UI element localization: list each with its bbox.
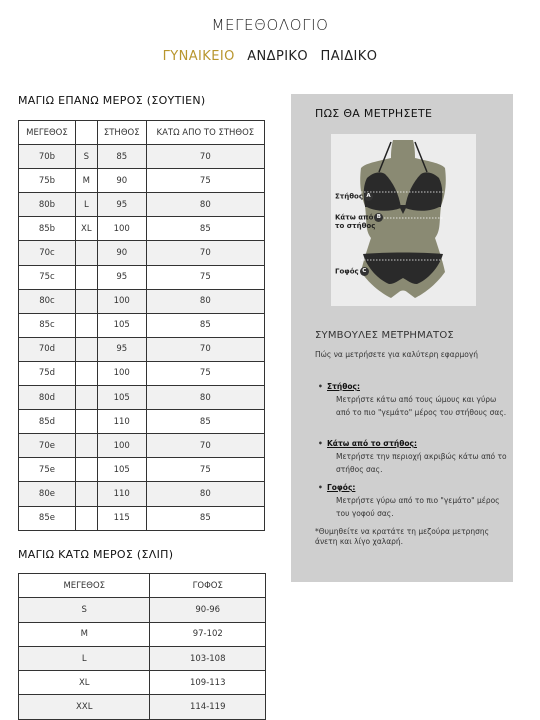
table-row	[19, 598, 266, 622]
bra-cell: 70	[146, 434, 264, 458]
table-row	[19, 695, 266, 719]
underbust-label: Κάτω από B το στήθος	[335, 213, 383, 230]
bra-cell: 70b	[19, 145, 76, 169]
bra-cell: 70e	[19, 434, 76, 458]
brief-header-cell: ΜΕΓΕΘΟΣ	[19, 574, 150, 598]
bra-cell: S	[75, 145, 97, 169]
bra-cell: 85c	[19, 313, 76, 337]
tip-underbust-head: Κάτω από το στήθος:	[327, 439, 417, 448]
bra-cell: 105	[97, 458, 146, 482]
brief-cell: XXL	[19, 695, 150, 719]
bra-cell: 80d	[19, 386, 76, 410]
marker-a: A	[364, 192, 373, 201]
bra-cell: 85	[146, 217, 264, 241]
brief-cell: L	[19, 646, 150, 670]
tip-hip-body: Μετρήστε γύρω από το πιο "γεμάτο" μέρος του γοφού σας.	[336, 496, 500, 518]
bra-cell: 80	[146, 289, 264, 313]
bra-cell	[75, 313, 97, 337]
table-row	[19, 169, 265, 193]
table-row	[19, 361, 265, 385]
table-row	[19, 289, 265, 313]
bra-header-cell: ΣΤΗΘΟΣ	[97, 121, 146, 145]
bra-cell: 75d	[19, 361, 76, 385]
bra-size-table	[18, 120, 265, 531]
tab-men[interactable]: ΑΝΔΡΙΚΟ	[247, 49, 308, 64]
measure-panel-title: ΠΩΣ ΘΑ ΜΕΤΡΗΣΕΤΕ	[315, 107, 433, 120]
table-row	[19, 506, 265, 530]
brief-section-title: ΜΑΓΙΩ ΚΑΤΩ ΜΕΡΟΣ (ΣΛΙΠ)	[18, 548, 174, 561]
bra-cell: M	[75, 169, 97, 193]
bra-cell	[75, 434, 97, 458]
measure-panel	[291, 94, 513, 582]
table-row	[19, 410, 265, 434]
bra-cell: 70d	[19, 337, 76, 361]
brief-cell: 103-108	[150, 646, 266, 670]
table-row	[19, 646, 266, 670]
tip-hip: • Γοφός: Μετρήστε γύρω από το πιο "γεμάτο" μέρος του γοφού σας.	[327, 481, 507, 520]
tip-bust-head: Στήθος:	[327, 382, 360, 391]
bra-cell: 105	[97, 313, 146, 337]
bra-cell: 105	[97, 386, 146, 410]
bra-cell: 110	[97, 410, 146, 434]
brief-cell: 97-102	[150, 622, 266, 646]
table-row	[19, 145, 265, 169]
bra-cell: 85	[146, 410, 264, 434]
bra-header-cell	[75, 121, 97, 145]
bra-cell	[75, 337, 97, 361]
marker-c: C	[360, 267, 369, 276]
bra-cell: 70	[146, 241, 264, 265]
table-row	[19, 337, 265, 361]
bra-cell: 70	[146, 337, 264, 361]
bra-cell: 80c	[19, 289, 76, 313]
bra-cell: 100	[97, 434, 146, 458]
tip-underbust-body: Μετρήστε την περιοχή ακριβώς κάτω από το στήθος σας.	[336, 452, 507, 474]
bra-cell: 100	[97, 361, 146, 385]
brief-cell: 114-119	[150, 695, 266, 719]
bra-cell	[75, 482, 97, 506]
table-row	[19, 671, 266, 695]
bra-cell	[75, 241, 97, 265]
bra-cell: 70c	[19, 241, 76, 265]
bra-cell: 75c	[19, 265, 76, 289]
bra-cell: 70	[146, 145, 264, 169]
tips-subtitle: Πώς να μετρήσετε για καλύτερη εφαρμογή	[315, 350, 479, 359]
bra-cell: 110	[97, 482, 146, 506]
bra-cell	[75, 410, 97, 434]
bra-cell	[75, 289, 97, 313]
tip-hip-head: Γοφός:	[327, 483, 356, 492]
tip-bust-body: Μετρήστε κάτω από τους ώμους και γύρω από το πιο "γεμάτο" μέρος του στήθους σας.	[336, 395, 507, 417]
bra-cell: 95	[97, 193, 146, 217]
table-row	[19, 482, 265, 506]
bra-cell: XL	[75, 217, 97, 241]
brief-cell: S	[19, 598, 150, 622]
bra-cell	[75, 386, 97, 410]
brief-header-row	[19, 574, 266, 598]
category-tabs	[0, 49, 540, 64]
table-row	[19, 217, 265, 241]
bra-cell: 75e	[19, 458, 76, 482]
bra-cell: 80	[146, 386, 264, 410]
bra-cell: 85	[146, 506, 264, 530]
brief-header-cell: ΓΟΦΟΣ	[150, 574, 266, 598]
bra-header-cell: ΜΕΓΕΘΟΣ	[19, 121, 76, 145]
bra-cell	[75, 265, 97, 289]
tips-title: ΣΥΜΒΟΥΛΕΣ ΜΕΤΡΗΜΑΤΟΣ	[315, 330, 454, 341]
bra-cell: L	[75, 193, 97, 217]
bra-cell: 75	[146, 265, 264, 289]
brief-size-table	[18, 573, 266, 720]
hip-label: Γοφός C	[335, 267, 369, 276]
bra-cell: 80	[146, 193, 264, 217]
bra-cell: 115	[97, 506, 146, 530]
tip-underbust: • Κάτω από το στήθος: Μετρήστε την περιοχή ακριβώς κάτω από το στήθος σας.	[318, 439, 507, 474]
bra-cell: 85e	[19, 506, 76, 530]
bust-label: Στήθος A	[335, 192, 373, 201]
table-row	[19, 241, 265, 265]
table-row	[19, 386, 265, 410]
bra-cell: 90	[97, 169, 146, 193]
table-row	[19, 193, 265, 217]
brief-cell: 90-96	[150, 598, 266, 622]
bra-cell: 90	[97, 241, 146, 265]
bra-cell: 85d	[19, 410, 76, 434]
bra-cell: 75	[146, 458, 264, 482]
bra-cell: 85	[146, 313, 264, 337]
bra-cell: 75b	[19, 169, 76, 193]
page-title: ΜΕΓΕΘΟΛΟΓΙΟ	[211, 16, 329, 34]
brief-cell: M	[19, 622, 150, 646]
bra-cell: 80b	[19, 193, 76, 217]
table-row	[19, 434, 265, 458]
tip-bust: • Στήθος: Μετρήστε κάτω από τους ώμους και γύρω από το πιο "γεμάτο" μέρος του στήθους σας.	[318, 382, 507, 417]
bra-cell: 95	[97, 265, 146, 289]
bra-section-title: ΜΑΓΙΩ ΕΠΑΝΩ ΜΕΡΟΣ (ΣΟΥΤΙΕΝ)	[18, 94, 206, 107]
tab-women[interactable]: ΓΥΝΑΙΚΕΙΟ	[162, 49, 235, 64]
bra-cell: 85	[97, 145, 146, 169]
brief-cell: 109-113	[150, 671, 266, 695]
bra-cell	[75, 506, 97, 530]
table-row	[19, 265, 265, 289]
bra-header-cell: ΚΑΤΩ ΑΠΟ ΤΟ ΣΤΗΘΟΣ	[146, 121, 264, 145]
bra-cell: 95	[97, 337, 146, 361]
bra-cell: 80	[146, 482, 264, 506]
table-row	[19, 313, 265, 337]
marker-b: B	[374, 213, 383, 222]
bra-cell	[75, 458, 97, 482]
bra-header-row	[19, 121, 265, 145]
table-row	[19, 622, 266, 646]
bra-cell: 85b	[19, 217, 76, 241]
measure-note: *Θυμηθείτε να κρατάτε τη μεζούρα μετρησης άνετη και λίγο χαλαρή.	[315, 527, 490, 546]
table-row	[19, 458, 265, 482]
bra-cell: 100	[97, 289, 146, 313]
bra-cell: 80e	[19, 482, 76, 506]
bra-cell: 75	[146, 169, 264, 193]
bra-cell: 100	[97, 217, 146, 241]
tab-kids[interactable]: ΠΑΙΔΙΚΟ	[320, 49, 378, 64]
brief-cell: XL	[19, 671, 150, 695]
bra-cell	[75, 361, 97, 385]
bra-cell: 75	[146, 361, 264, 385]
